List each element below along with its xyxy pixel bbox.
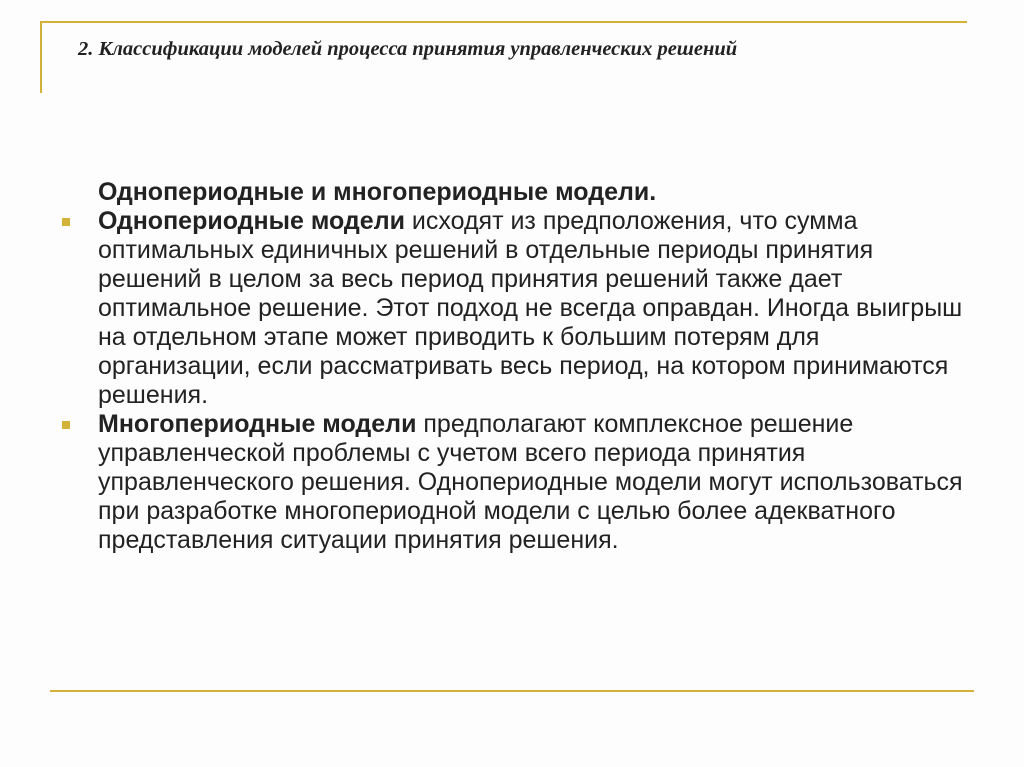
bullet-list [98, 207, 978, 555]
bullet-item-single-period [98, 207, 978, 410]
top-rule [40, 21, 967, 23]
bullet-text: предполагают комплексное решение управленческой проблемы с учетом всего периода принятия управленческого решения. Однопериодные модели могут использоваться при разработке многопериодной модели с целью более адекватного представления ситуации принятия решения. [98, 410, 963, 554]
bullet-term: Многопериодные модели [98, 410, 417, 438]
square-bullet-icon [62, 421, 70, 429]
left-rule [40, 21, 42, 93]
subheading: Однопериодные и многопериодные модели. [98, 178, 657, 206]
bottom-rule [50, 690, 974, 692]
slide-content [98, 178, 978, 555]
bullet-item-multi-period [98, 410, 978, 555]
bullet-text: исходят из предположения, что сумма оптимальных единичных решений в отдельные периоды принятия решений в целом за весь период принятия решений также дает оптимальное решение. Этот подход не всегда оправдан. Иногда выигрыш на отдельном этапе может приводить к большим потерям для организации, если рассматривать весь период, на котором принимаются решения. [98, 207, 963, 409]
slide-title: 2. Классификации моделей процесса принятия управленческих решений [78, 38, 738, 60]
square-bullet-icon [62, 218, 70, 226]
bullet-term: Однопериодные модели [98, 207, 405, 235]
